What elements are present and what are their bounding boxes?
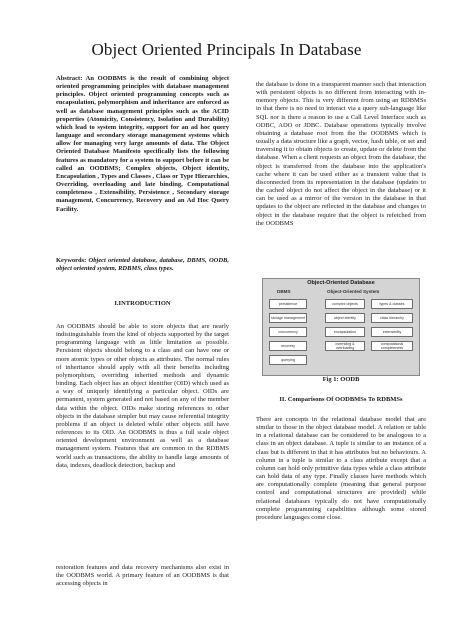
oo-item: types & classes — [371, 299, 413, 309]
abstract — [56, 75, 229, 214]
keywords-label: Keywords: — [56, 257, 87, 264]
dbms-item: querying — [269, 355, 307, 365]
oo-item: computational completeness — [371, 341, 413, 351]
oo-item: class hierarchy — [371, 313, 413, 323]
dbms-item: persistence — [269, 299, 307, 309]
right-column-top — [256, 81, 426, 228]
introduction-body — [56, 323, 229, 470]
right-top-text: the database is done in a transparent manner such that interaction with persistent objects is no different from interacting with in-memory objects. This is very different from using an RDBMSs in that there is no need to interact via a query sub-language like SQL nor is there a reason to use a Call Level Interface such as ODBC, ADO or JDBC. Database operations typically involve obtaining a database root from the the OODBMS which is usually a data structure like a graph, vector, hash table, or set and traversing it to obtain objects to create, update or delete from the database. When a client requests an object from the database, the object is transferred from the database into the application's cache where it can be used either as a transient value that is disconnected from its representation in the database (updates to the cached object do not affect the object in the database) or it can be used as a mirror of the version in the database in that updates to the object are reflected in the database and changes to object in the database require that the object is refetched from the OODBMS — [256, 81, 426, 227]
keywords-text: Object oriented database, database, DBMS, OODB, object oriented system, RDBMS, class types. — [56, 257, 229, 273]
keywords — [56, 257, 229, 273]
introduction-heading: I.INTRODUCTION — [114, 300, 171, 307]
section2-body — [256, 416, 426, 522]
oo-item: complex objects — [325, 299, 365, 309]
paper-title: Object Oriented Principals In Database — [91, 40, 362, 59]
section2-text: There are concepts in the relational database model that are similar to those in the object database model. A relation or table in a relational database can be considered to be analogous to a class in an object database. A tuple is similar to an instance of a class but is different in that it has attributes but no behaviours. A column in a tuple is similar to a class attribute except that a column can hold only primitive data types while a class attribute can hold data of any type. Finally classes have methods which are computationally complete (meaning that general purpose control and computational structures are provided) while relational databases typically do not have computationally complete programming capabilities although some stored procedure languages come close. — [256, 416, 426, 521]
dbms-label: DBMS — [277, 289, 291, 294]
section2-heading: II. Comparisons Of OODBMSs To RDBMSs — [279, 396, 403, 403]
dbms-item: recovery — [269, 341, 307, 351]
introduction-continued-text: restoration features and data recovery mechanisms also exist in the OODBMS world. A primary feature of an OODBMS is that accessing objects in — [56, 564, 229, 588]
dbms-item: storage management — [269, 313, 307, 323]
oo-item: encapsulation — [325, 327, 365, 337]
oo-item: overriding & overloading — [325, 341, 365, 351]
introduction-continued — [56, 564, 229, 588]
introduction-text: An OODBMS should be able to store objects that are nearly indistinguishable from the kind of objects supported by the target programming language with as little limitation as possible. Persistent objects should belong to a class and can have one or more atomic types or other objects as attributes. The normal rules of inheritance should apply with all their benefits including polymorphism, overriding inherited methods and dynamic binding. Each object has an object identifier (OID) which used as a way of uniquely identifying a particular object. OIDs are permanent, system generated and not based on any of the member data within the object. OIDs make storing references to other objects in the database simpler but may cause referential integrity problems if an object is deleted while other objects still have references to its OID. An OODBMS is thus a full scale object oriented development environment as well as a database management system. Features that are common in the RDBMS world such as transactions, the ability to handle large amounts of data, indexes, deadlock detection, backup and — [56, 323, 229, 469]
figure-title: Object-Oriented Database — [307, 280, 375, 286]
dbms-item: concurrency — [269, 327, 307, 337]
oo-item: extensibility — [371, 327, 413, 337]
oos-label: Object-Oriented System — [327, 289, 380, 294]
oodb-figure — [262, 278, 420, 376]
figure-caption: Fig 1: OODB — [322, 376, 360, 383]
oo-item: object identity — [325, 313, 365, 323]
abstract-text: Abstract: An OODBMS is the result of combining object oriented programming principles with database management principles. Object oriented programming concepts such as encapsulation, polymorphism and inheritance are enforced as well as database management principles such as the ACID properties (Atomicity, Consistency, Isolation and Durability) which lead to system integrity, support for an ad hoc query language and secondary storage management systems which allow for managing very large amounts of data. The Object Oriented Database Manifesto specifically lists the following features as mandatory for a system to support before it can be called an OODBMS; Complex objects, Object identity, Encapsulation , Types and Classes , Class or Type Hierarchies, Overriding, overloading and late binding, Computational completeness , Extensibility, Persistence , Secondary storage management, Concurrency, Recovery and an Ad Hoc Query Facility. — [56, 75, 229, 213]
